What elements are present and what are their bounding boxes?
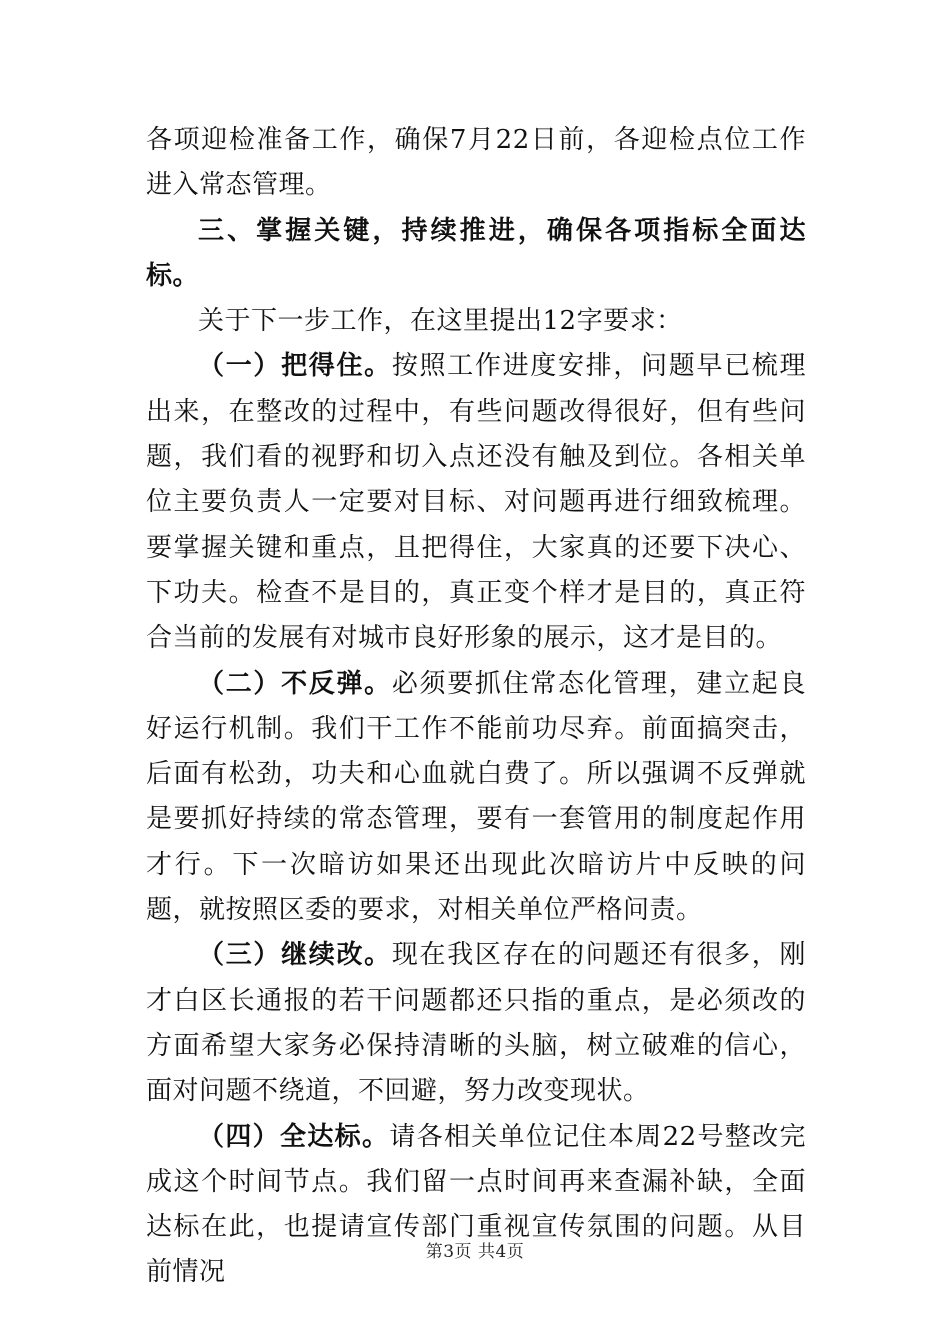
item-text-1: 按照工作进度安排，问题早已梳理出来，在整改的过程中，有些问题改得很好，但有些问题，我们看的视野和切入点还没有触及到位。各相关单位主要负责人一定要对目标、对问题再进行细致梳理。要掌握关键和重点，且把得住，大家真的还要下决心、下功夫。检查不是目的，真正变个样才是目的，真正符合当前的发展有对城市良好形象的展示，这才是目的。 <box>146 351 806 654</box>
item-lead-3: （三）继续改。 <box>198 940 392 971</box>
item-text-3: 现在我区存在的问题还有很多，刚才白区长通报的若干问题都还只指的重点，是必须改的方面希望大家务必保持清晰的头脑，树立破难的信心，面对问题不绕道，不回避，努力改变现状。 <box>146 940 806 1107</box>
section-heading: 三、掌握关键，持续推进，确保各项指标全面达标。 <box>146 215 806 291</box>
intro-paragraph: 关于下一步工作，在这里提出12字要求： <box>198 306 683 337</box>
item-paragraph-2 <box>146 662 806 934</box>
item-text-4: 请各相关单位记住本周22号整改完成这个时间节点。我们留一点时间再来查漏补缺，全面达标在此，也提请宣传部门重视宣传氛围的问题。从目前情况 <box>146 1121 806 1288</box>
document-body <box>146 118 806 1296</box>
item-lead-4: （四）全达标。 <box>198 1121 390 1152</box>
item-paragraph-3 <box>146 933 806 1114</box>
item-paragraph-1 <box>146 344 806 661</box>
paragraph-continued: 各项迎检准备工作，确保7月22日前，各迎检点位工作进入常态管理。 <box>146 125 806 201</box>
item-paragraph-4 <box>146 1115 806 1296</box>
item-lead-1: （一）把得住。 <box>198 351 392 382</box>
item-lead-2: （二）不反弹。 <box>198 668 392 699</box>
page-footer: 第3页 共4页 <box>425 1242 525 1262</box>
item-text-2: 必须要抓住常态化管理，建立起良好运行机制。我们干工作不能前功尽弃。前面搞突击，后面有松劲，功夫和心血就白费了。所以强调不反弹就是要抓好持续的常态管理，要有一套管用的制度起作用才行。下一次暗访如果还出现此次暗访片中反映的问题，就按照区委的要求，对相关单位严格问责。 <box>146 668 806 926</box>
